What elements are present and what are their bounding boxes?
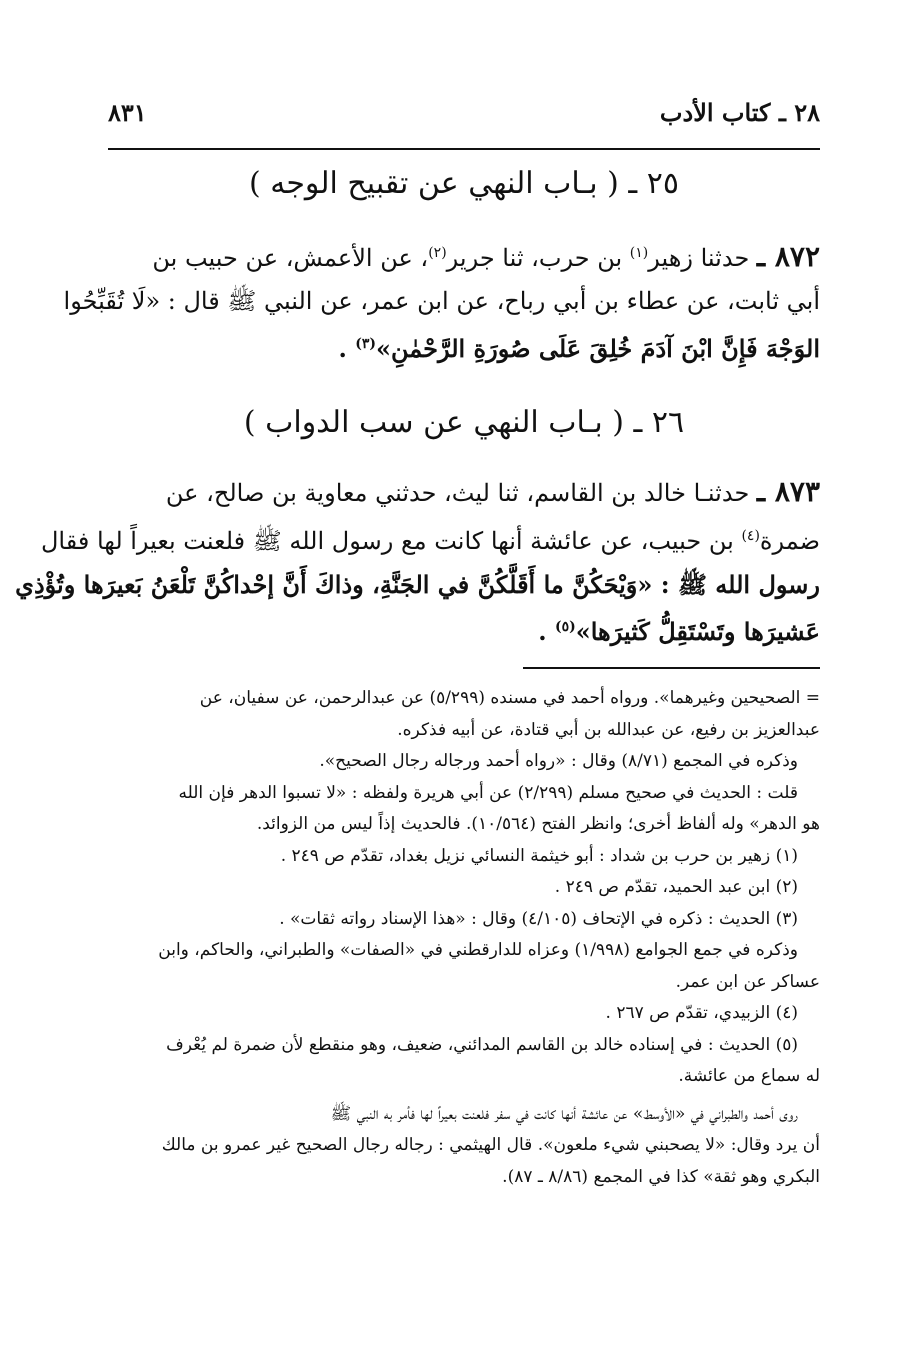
hadith-number: ٨٧٣ ـ (756, 475, 820, 508)
hadith-text: حدثنا زهير (648, 244, 750, 272)
footnote-ref: (٢) (428, 245, 447, 261)
hadith-matn: عَشيرَها وتَسْتَقِلُّ كَثيرَها» (575, 617, 820, 646)
footnote-line: روى أحمد والطبراني في «الأوسط» عن عائشة أنها كانت في سفر فلعنت بعيراً لها فأمر به النبي ﷺ (330, 1103, 798, 1124)
footnote-line: قلت : الحديث في صحيح مسلم (٢/٢٩٩) عن أبي هريرة ولفظه : «لا تسبوا الدهر فإن الله (178, 782, 798, 803)
hadith-text: بن حرب، ثنا جرير (446, 244, 630, 272)
footnote-line: = الصحيحين وغيرهما». ورواه أحمد في مسنده (٥/٢٩٩) عن عبدالرحمن، عن سفيان، عن (199, 688, 820, 708)
footnote-ref: (٤) (741, 528, 760, 544)
hadith-872 (63, 232, 820, 370)
footnote-line: (٥) الحديث : في إسناده خالد بن القاسم المدائني، ضعيف، وهو منقطع لأن ضمرة لم يُعْرف (166, 1034, 798, 1055)
footnote-line: عساكر عن ابن عمر. (675, 971, 820, 992)
hadith-text: ضمرة (759, 527, 820, 555)
footnote-line: وذكره في المجمع (٨/٧١) وقال : «رواه أحمد ورجاله رجال الصحيح». (319, 751, 798, 771)
hadith-matn: الوَجْهَ فَإِنَّ ابْنَ آدَمَ خُلِقَ عَلَى صُورَةِ الرَّحْمٰنِ» (375, 334, 820, 363)
footnote-line: عبدالعزيز بن رفيع، عن عبدالله بن أبي قتادة، عن أبيه فذكره. (397, 719, 820, 740)
footnote-line: البكري وهو ثقة» كذا في المجمع (٨/٨٦ ـ ٨٧). (502, 1166, 820, 1187)
hadith-text: ، عن الأعمش، عن حبيب بن (152, 244, 429, 272)
footnote-line: له سماع من عائشة. (678, 1066, 820, 1086)
hadith-873 (15, 470, 820, 653)
page-number: ٨٣١ (108, 98, 147, 127)
footnote-line: (٤) الزبيدي، تقدّم ص ٢٦٧ . (605, 1003, 798, 1023)
footnote-line: (٣) الحديث : ذكره في الإتحاف (٤/١٠٥) وقال : «هذا الإسناد رواته ثقات» . (279, 908, 798, 929)
hadith-number: ٨٧٢ ـ (756, 240, 820, 273)
footnote-line: أن يرد وقال: «لا يصحبني شيء ملعون». قال الهيثمي : رجاله رجال الصحيح غير عمرو بن مالك (161, 1135, 820, 1155)
page-header (108, 98, 820, 138)
hadith-text: . (338, 334, 356, 363)
header-rule (108, 148, 820, 150)
hadith-872-line-2: أبي ثابت، عن عطاء بن أبي رباح، عن ابن عمر، عن النبي ﷺ قال : «لَا تُقَبِّحُوا (63, 287, 820, 315)
footnote-line: هو الدهر» وله ألفاظ أخرى؛ وانظر الفتح (١٠/٥٦٤). فالحديث إذاً ليس من الزوائد. (256, 814, 820, 834)
running-title: ٢٨ ـ كتاب الأدب (659, 98, 820, 127)
hadith-873-line-2 (40, 515, 820, 563)
hadith-873-line-4 (108, 606, 820, 653)
footnote-ref: (٥) (554, 619, 576, 635)
section-heading-25: ٢٥ ـ ( بـاب النهي عن تقبيح الوجه ) (249, 166, 679, 201)
footnote-line: وذكره في جمع الجوامع (١/٩٩٨) وعزاه للدارقطني في «الصفات» والطبراني، والحاكم، وابن (158, 940, 798, 960)
footnote-line: (١) زهير بن حرب بن شداد : أبو خيثمة النسائي نزيل بغداد، تقدّم ص ٢٤٩ . (280, 845, 798, 866)
section-heading-26: ٢٦ ـ ( بـاب النهي عن سب الدواب ) (243, 405, 685, 440)
hadith-873-line-1 (108, 470, 820, 515)
hadith-text: . (538, 617, 555, 646)
hadith-873-line-3: رسول الله ﷺ : «وَيْحَكُنَّ ما أَقَلَّكُنَّ في الجَنَّةِ، وذاكَ أَنَّ إحْداكُنَّ تَلْعَنُ بَعيرَها وتُؤْذِي (15, 570, 820, 599)
footnote-rule (523, 667, 820, 669)
hadith-872-line-1 (108, 232, 820, 280)
footnote-line: (٢) ابن عبد الحميد، تقدّم ص ٢٤٩ . (554, 877, 798, 897)
hadith-872-line-3 (108, 323, 820, 370)
footnote-ref: (١) (629, 245, 649, 261)
hadith-text: حدثنـا خالد بن القاسم، ثنا ليث، حدثني معاوية بن صالح، عن (165, 479, 750, 507)
hadith-text: بن حبيب، عن عائشة أنها كانت مع رسول الله ﷺ فلعنت بعيراً لها فقال (40, 527, 742, 555)
footnotes (108, 683, 820, 1193)
footnote-ref: (٣) (355, 336, 376, 352)
